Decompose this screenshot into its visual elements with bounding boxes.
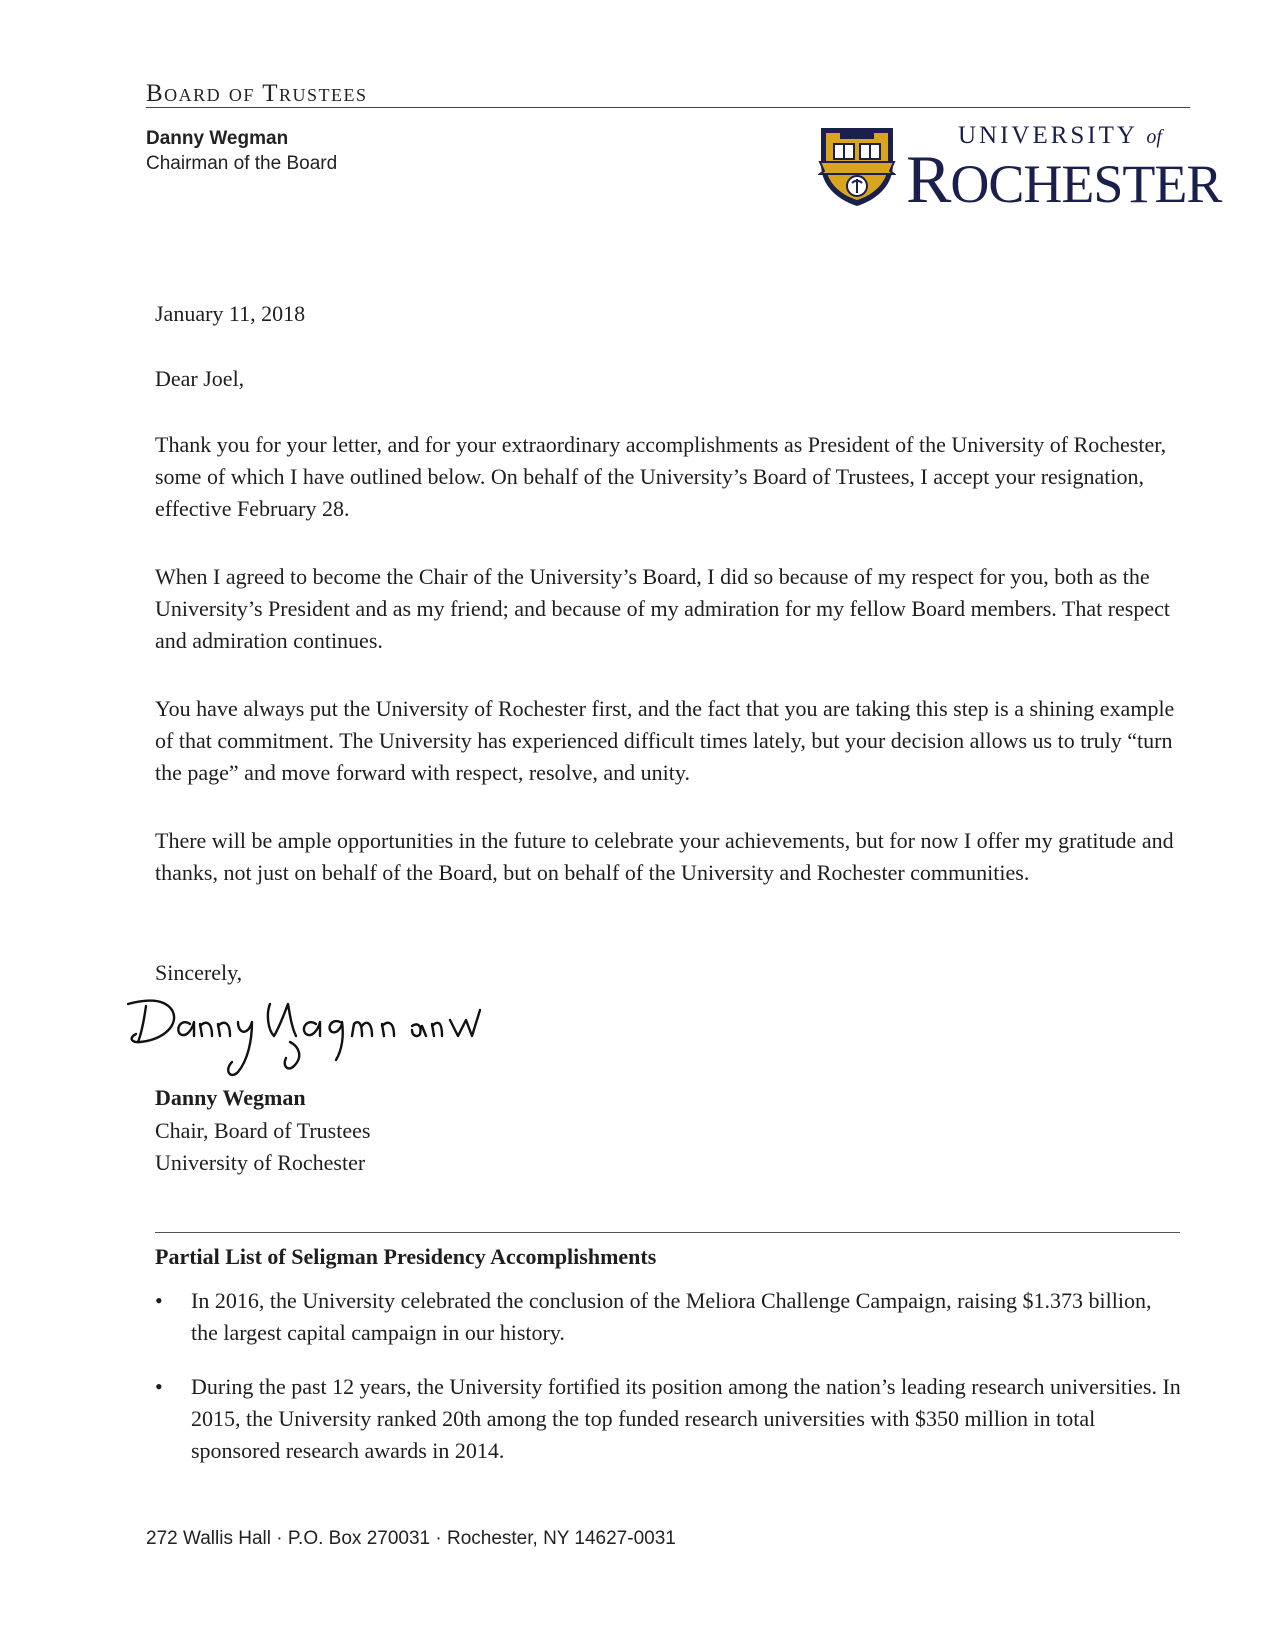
paragraph-3: You have always put the University of Rochester first, and the fact that you are taking this step is a shining example of that commitment. The University has experienced difficult times lately, but your decision allows us to truly “turn the page” and move forward with respect, resolve, and unity.: [155, 696, 1175, 785]
sender-title: Chairman of the Board: [146, 153, 338, 174]
signer-name: Danny Wegman: [155, 1085, 306, 1110]
university-logo: [818, 120, 1222, 217]
logo-university-text: UNIVERSITY: [958, 122, 1138, 149]
paragraph-2: When I agreed to become the Chair of the University’s Board, I did so because of my respect for you, both as the University’s President and as my friend; and because of my admiration for my fellow Board members. That respect and admiration continues.: [155, 564, 1170, 653]
closing: Sincerely,: [155, 960, 243, 985]
board-title: Board of Trustees: [146, 80, 368, 107]
paragraph-1: Thank you for your letter, and for your extraordinary accomplishments as President of the University of Rochester, some of which I have outlined below. On behalf of the University’s Board of Trustees, I accept your resignation, effective February 28.: [155, 432, 1167, 521]
bullet-icon: •: [155, 1288, 163, 1313]
accomplishments-heading: Partial List of Seligman Presidency Accomplishments: [155, 1244, 657, 1269]
handwritten-signature: [120, 990, 500, 1085]
list-item-text: During the past 12 years, the University fortified its position among the nation’s leading research universities. In 2015, the University ranked 20th among the top funded research universities with $350 million in total sponsored research awards in 2014.: [191, 1374, 1181, 1463]
header-divider: [146, 107, 1190, 108]
logo-rochester-initial: R: [906, 141, 951, 217]
accomplishments-divider: [155, 1232, 1180, 1233]
logo-rochester-text: OCHESTER: [950, 154, 1222, 214]
bullet-icon: •: [155, 1374, 163, 1399]
sender-name: Danny Wegman: [146, 128, 289, 149]
letter-date: January 11, 2018: [155, 301, 306, 326]
salutation: Dear Joel,: [155, 366, 245, 391]
signer-title: Chair, Board of Trustees: [155, 1118, 371, 1143]
university-seal-icon: [818, 124, 896, 208]
list-item-text: In 2016, the University celebrated the conclusion of the Meliora Challenge Campaign, raising $1.373 billion, the largest capital campaign in our history.: [191, 1288, 1152, 1345]
signer-organization: University of Rochester: [155, 1150, 366, 1175]
paragraph-4: There will be ample opportunities in the future to celebrate your achievements, but for now I offer my gratitude and thanks, not just on behalf of the Board, but on behalf of the University and Rochester communities.: [155, 828, 1174, 885]
logo-of-text: of: [1146, 126, 1162, 148]
footer-address: 272 Wallis Hall · P.O. Box 270031 · Rochester, NY 14627-0031: [146, 1528, 676, 1549]
